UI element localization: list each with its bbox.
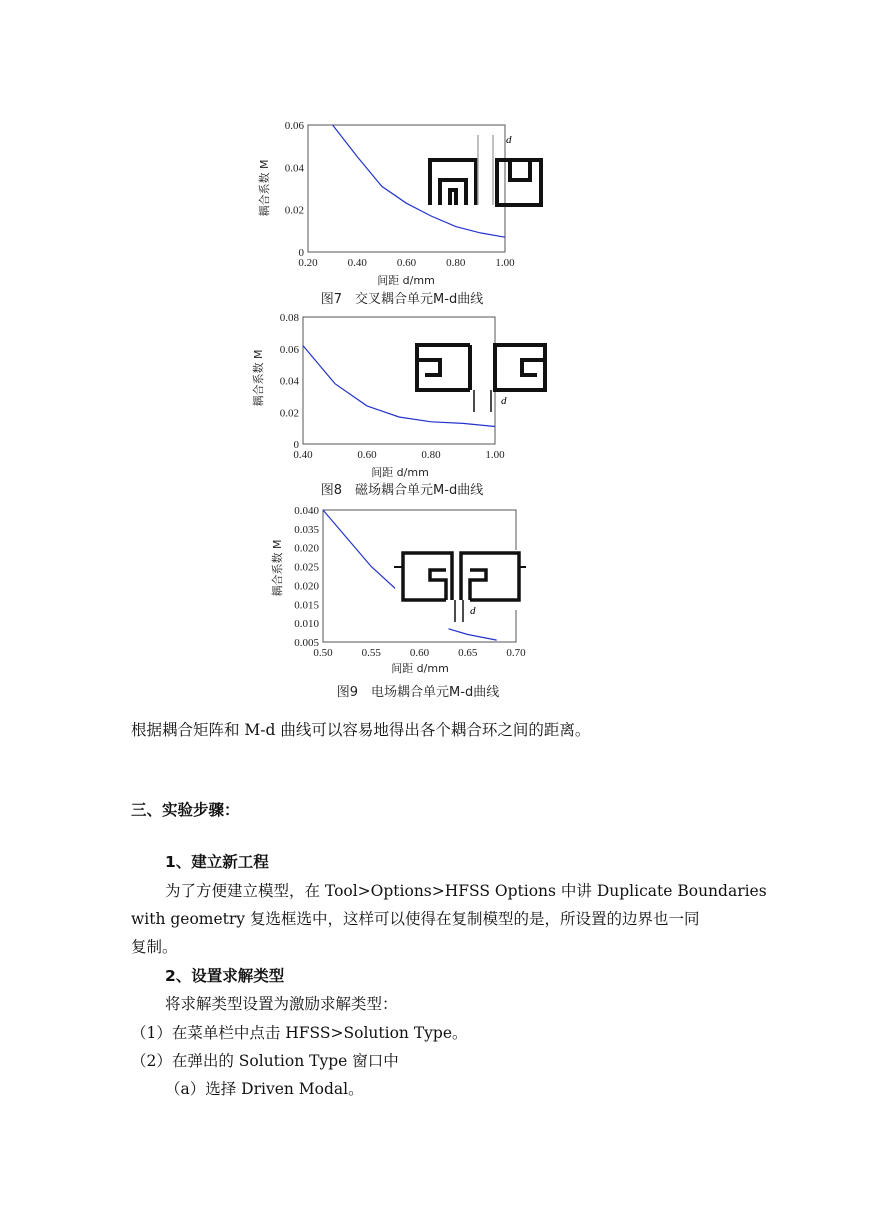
x-axis-label: 间距 d/mm — [371, 466, 429, 479]
cross-coupling-inset — [430, 135, 541, 205]
x-tick-label: 0.55 — [361, 647, 381, 659]
x-tick-label: 1.00 — [495, 257, 515, 269]
data-curve — [333, 125, 505, 237]
chart-1 — [257, 120, 541, 307]
y-tick-label: 0.06 — [279, 343, 299, 356]
inset-d-label: d — [506, 134, 512, 146]
list-item-3: （a）选择 Driven Modal。 — [165, 1080, 364, 1098]
x-tick-label: 1.00 — [485, 449, 505, 461]
y-tick-label: 0.010 — [294, 618, 319, 631]
list-item-1: （1）在菜单栏中点击 HFSS>Solution Type。 — [131, 1024, 468, 1042]
y-tick-label: 0.005 — [294, 637, 319, 649]
y-tick-label: 0.02 — [279, 407, 299, 420]
figure-caption: 图7 交叉耦合单元M-d曲线 — [320, 292, 484, 307]
y-axis-label: 耦合系数 M — [271, 539, 284, 597]
x-axis-label: 间距 d/mm — [391, 662, 449, 675]
y-axis-label: 耦合系数 M — [258, 159, 271, 217]
data-curve — [303, 346, 495, 427]
data-curve — [449, 629, 497, 640]
inset-d-label: d — [501, 395, 507, 407]
list-item-2: （2）在弹出的 Solution Type 窗口中 — [131, 1052, 399, 1070]
x-tick-label: 0.80 — [421, 449, 441, 461]
x-axis-label: 间距 d/mm — [377, 274, 435, 287]
x-tick-label: 0.50 — [313, 647, 333, 659]
x-tick-label: 0.65 — [458, 647, 478, 659]
y-tick-label: 0.025 — [294, 561, 319, 574]
y-tick-label: 0.020 — [294, 580, 319, 593]
electric-coupling-inset — [394, 550, 526, 622]
chart-2 — [251, 312, 545, 498]
paragraph-step1-line3: 复制。 — [131, 938, 178, 956]
x-tick-label: 0.40 — [293, 449, 313, 461]
y-tick-label: 0.06 — [284, 120, 304, 132]
x-tick-label: 0.40 — [347, 257, 367, 269]
paragraph-conclusion: 根据耦合矩阵和 M-d 曲线可以容易地得出各个耦合环之间的距离。 — [131, 721, 591, 739]
x-tick-label: 0.60 — [396, 257, 417, 269]
paragraph-step1-line2: with geometry 复选框选中，这样可以使得在复制模型的是，所设置的边界也一同 — [131, 910, 700, 928]
y-tick-label: 0.035 — [294, 523, 319, 536]
magnetic-coupling-inset — [417, 345, 545, 412]
paragraph-step2: 将求解类型设置为激励求解类型： — [165, 995, 398, 1013]
inset-d-label: d — [470, 605, 476, 617]
chart-3 — [270, 505, 526, 700]
x-tick-label: 0.70 — [506, 647, 526, 659]
x-tick-label: 0.60 — [357, 449, 377, 461]
paragraph-step1-line1: 为了方便建立模型，在 Tool>Options>HFSS Options 中讲 Duplicate Boundaries — [165, 882, 767, 900]
step-heading-2: 2、设置求解类型 — [165, 967, 285, 985]
section-heading: 三、实验步骤： — [131, 801, 240, 819]
y-tick-label: 0.08 — [279, 312, 299, 324]
y-tick-label: 0 — [298, 247, 304, 259]
step-heading-1: 1、建立新工程 — [165, 853, 269, 871]
y-axis-label: 耦合系数 M — [252, 349, 265, 407]
y-tick-label: 0 — [293, 439, 299, 451]
x-tick-label: 0.80 — [446, 257, 466, 269]
data-curve — [323, 510, 400, 593]
y-tick-label: 0.04 — [279, 375, 299, 388]
y-tick-label: 0.040 — [294, 505, 319, 517]
figure-caption: 图8 磁场耦合单元M-d曲线 — [320, 483, 484, 498]
y-tick-label: 0.015 — [294, 599, 319, 612]
x-tick-label: 0.20 — [298, 257, 318, 269]
x-tick-label: 0.60 — [409, 647, 430, 659]
y-tick-label: 0.020 — [294, 542, 319, 555]
figure-caption: 图9 电场耦合单元M-d曲线 — [336, 685, 500, 700]
y-tick-label: 0.02 — [284, 204, 304, 217]
y-tick-label: 0.04 — [284, 162, 304, 175]
